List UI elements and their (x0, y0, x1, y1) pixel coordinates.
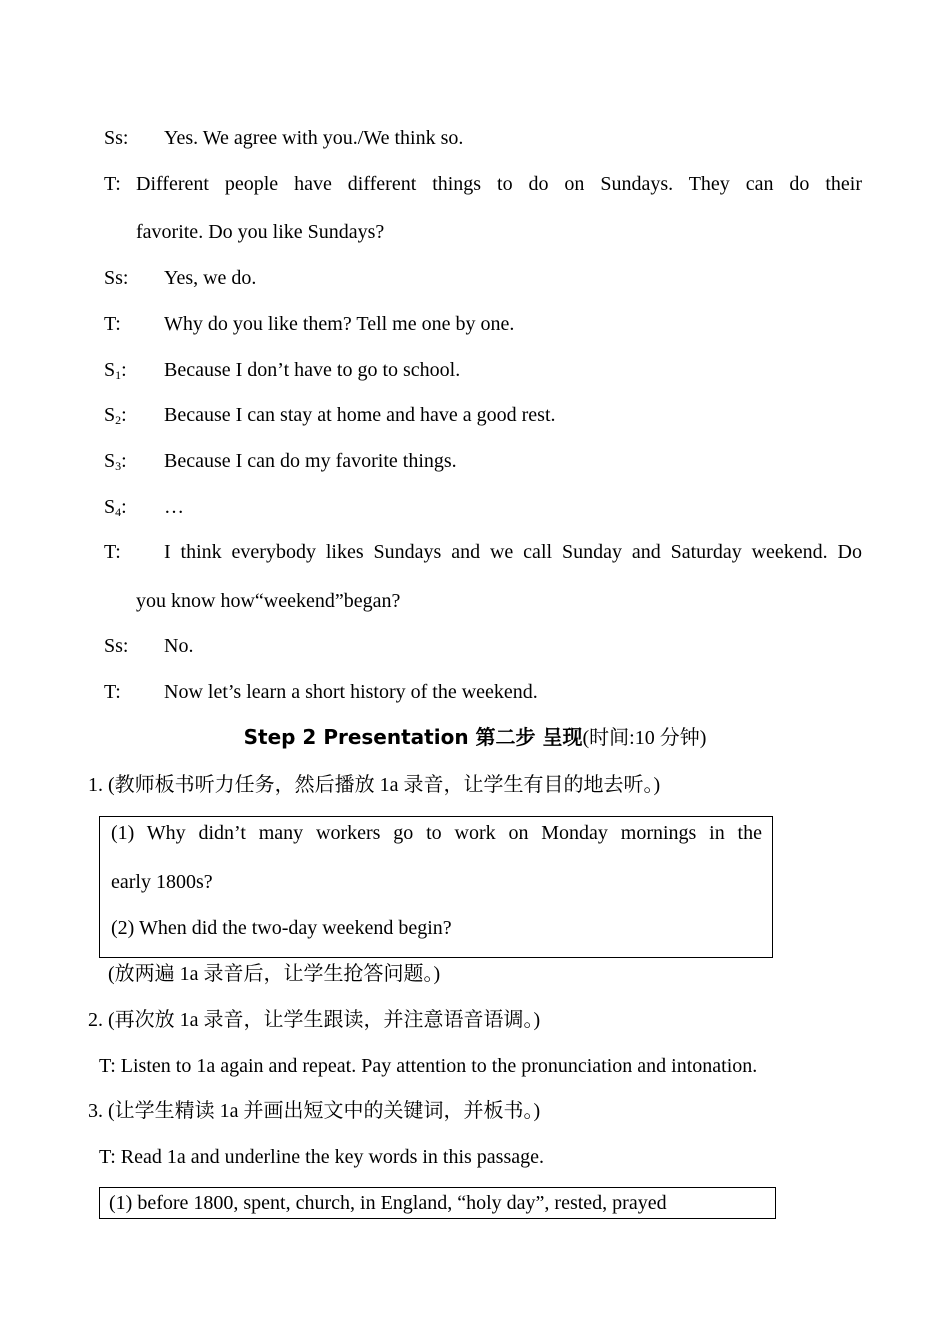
utterance: Because I don’t have to go to school. (164, 359, 461, 381)
speaker-label: T: (104, 313, 121, 335)
utterance: … (164, 496, 184, 518)
procedure-item: 2. (再次放 1a 录音，让学生跟读，并注意语音语调。) (88, 1009, 541, 1031)
utterance: Yes, we do. (164, 267, 257, 289)
speaker-label: T: (104, 541, 121, 563)
question-text: (2) When did the two-day weekend begin? (111, 917, 452, 939)
teacher-line: T: Listen to 1a again and repeat. Pay attention to the pronunciation and intonation. (99, 1055, 758, 1077)
speaker-label: Ss: (104, 267, 129, 289)
speaker-label: $S_2$: (104, 404, 127, 427)
utterance: Why do you like them? Tell me one by one. (164, 313, 515, 335)
speaker-label: $S_3$: (104, 450, 127, 473)
section-heading-title: Step 2 Presentation 第二步 呈现 (243, 725, 583, 749)
utterance: Now let’s learn a short history of the weekend. (164, 681, 538, 703)
utterance: Because I can stay at home and have a good rest. (164, 404, 556, 426)
section-heading (0, 725, 950, 750)
utterance: No. (164, 635, 194, 657)
speaker-label: Ss: (104, 127, 129, 149)
speaker-label: T: (104, 173, 121, 195)
teacher-line: T: Read 1a and underline the key words in this passage. (99, 1146, 544, 1168)
section-heading-duration: (时间:10 分钟) (582, 727, 707, 749)
procedure-item: 3. (让学生精读 1a 并画出短文中的关键词，并板书。) (88, 1100, 541, 1122)
speaker-label: Ss: (104, 635, 129, 657)
speaker-label: $S_1$: (104, 359, 127, 382)
question-text: (1) Why didn’t many workers go to work on Monday mornings in the (111, 822, 762, 844)
key-words-text: (1) before 1800, spent, church, in England, “holy day”, rested, prayed (109, 1192, 667, 1214)
instruction-note: (放两遍 1a 录音后，让学生抢答问题。) (108, 963, 441, 985)
utterance: I think everybody likes Sundays and we call Sunday and Saturday weekend. Do (164, 541, 862, 563)
speaker-label: T: (104, 681, 121, 703)
utterance-continuation: favorite. Do you like Sundays? (136, 221, 385, 243)
speaker-label: $S_4$: (104, 496, 127, 519)
utterance: Different people have different things to do on Sundays. They can do their (136, 173, 862, 195)
utterance: Yes. We agree with you./We think so. (164, 127, 464, 149)
utterance-continuation: you know how“weekend”began? (136, 590, 401, 612)
procedure-item: 1. (教师板书听力任务，然后播放 1a 录音，让学生有目的地去听。) (88, 774, 661, 796)
question-text: early 1800s? (111, 871, 213, 893)
utterance: Because I can do my favorite things. (164, 450, 457, 472)
